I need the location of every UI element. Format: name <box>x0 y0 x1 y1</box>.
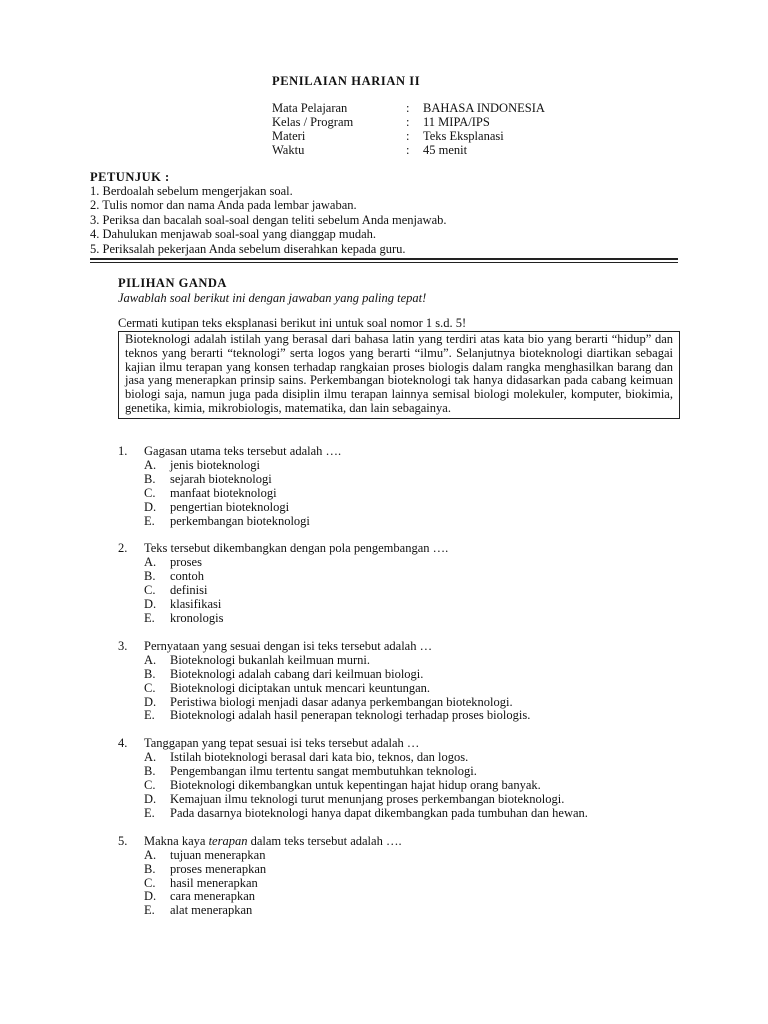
divider-thick <box>90 258 678 260</box>
option-text: pengertian bioteknologi <box>170 499 290 514</box>
option-text: Bioteknologi diciptakan untuk mencari keuntungan. <box>170 680 431 695</box>
question-stem <box>118 736 678 750</box>
option-letter: A. <box>144 555 157 570</box>
option-letter: C. <box>144 875 156 890</box>
option-text: Istilah bioteknologi berasal dari kata bio, teknos, dan logos. <box>170 750 469 765</box>
option-d <box>118 792 678 806</box>
question-2 <box>118 541 678 624</box>
option-text: cara menerapkan <box>170 889 256 904</box>
option-a <box>118 750 678 764</box>
option-letter: B. <box>144 471 156 486</box>
instruction-item: 5. Periksalah pekerjaan Anda sebelum diserahkan kepada guru. <box>90 241 406 256</box>
option-e <box>118 903 678 917</box>
option-text: perkembangan bioteknologi <box>170 513 310 528</box>
option-text: Bioteknologi adalah hasil penerapan teknologi terhadap proses biologis. <box>170 708 531 723</box>
info-label: Kelas / Program <box>272 115 354 129</box>
question-text: Gagasan utama teks tersebut adalah …. <box>144 444 342 458</box>
option-text: definisi <box>170 583 208 598</box>
info-separator: : <box>406 129 410 143</box>
info-value: 45 menit <box>423 143 468 157</box>
option-letter: C. <box>144 778 156 793</box>
option-letter: B. <box>144 666 156 681</box>
option-text: Kemajuan ilmu teknologi turut menunjang proses perkembangan bioteknologi. <box>170 792 565 807</box>
option-b <box>118 569 678 583</box>
question-1 <box>118 444 678 527</box>
question-number: 2. <box>118 541 128 556</box>
option-text: Bioteknologi adalah cabang dari keilmuan biologi. <box>170 666 424 681</box>
instruction-item: 2. Tulis nomor dan nama Anda pada lembar jawaban. <box>90 198 357 213</box>
passage-intro: Cermati kutipan teks eksplanasi berikut ini untuk soal nomor 1 s.d. 5! <box>118 316 467 330</box>
option-letter: C. <box>144 485 156 500</box>
option-a <box>118 458 678 472</box>
question-number: 5. <box>118 833 128 848</box>
option-letter: B. <box>144 861 156 876</box>
question-text-after: dalam teks tersebut adalah …. <box>247 833 402 848</box>
question-4 <box>118 736 678 819</box>
section-instruction: Jawablah soal berikut ini dengan jawaban yang paling tepat! <box>118 291 427 305</box>
question-text: Pernyataan yang sesuai dengan isi teks tersebut adalah … <box>144 638 433 653</box>
option-d <box>118 597 678 611</box>
question-stem <box>118 444 678 458</box>
option-c <box>118 486 678 500</box>
option-b <box>118 472 678 486</box>
option-text: sejarah bioteknologi <box>170 471 272 486</box>
question-stem <box>118 639 678 653</box>
option-letter: E. <box>144 513 155 528</box>
option-d <box>118 500 678 514</box>
question-5 <box>118 834 678 917</box>
option-text: klasifikasi <box>170 597 222 612</box>
option-text: Pengembangan ilmu tertentu sangat membutuhkan teknologi. <box>170 764 477 779</box>
option-a <box>118 848 678 862</box>
question-text-before: Makna kaya <box>144 833 209 848</box>
info-label: Waktu <box>272 143 305 157</box>
option-e <box>118 514 678 528</box>
passage-box: Bioteknologi adalah istilah yang berasal dari bahasa latin yang terdiri atas kata bio yang berarti “hidup” dan teknos yang berarti “teknologi” serta logos yang berarti “ilmu”. Selanjutnya bioteknologi diartikan sebagai kajian ilmu terapan yang konsen terhadap rangkaian proses biologis dalam rangka menghasilkan barang dan jasa yang menerapkan prinsip sains. Perkembangan bioteknologi tak hanya didasarkan pada cabang keimuan biologi saja, namun juga pada disiplin ilmu terapan lainnya semisal biologi molekuler, komputer, biokimia, genetika, kimia, mikrobiologis, matematika, dan lain sebagainya. <box>118 331 680 419</box>
option-letter: A. <box>144 458 157 472</box>
option-e <box>118 708 678 722</box>
instruction-item: 1. Berdoalah sebelum mengerjakan soal. <box>90 184 293 198</box>
option-text: hasil menerapkan <box>170 875 258 890</box>
question-3 <box>118 639 678 722</box>
option-b <box>118 862 678 876</box>
option-letter: E. <box>144 903 155 918</box>
option-a <box>118 653 678 667</box>
option-d <box>118 889 678 903</box>
option-text: proses <box>170 555 202 570</box>
option-d <box>118 695 678 709</box>
info-label: Materi <box>272 129 306 143</box>
option-letter: B. <box>144 764 156 779</box>
multiple-choice-section <box>118 276 678 330</box>
option-text: alat menerapkan <box>170 903 253 918</box>
option-letter: C. <box>144 680 156 695</box>
info-separator: : <box>406 115 410 129</box>
question-text: Tanggapan yang tepat sesuai isi teks tersebut adalah … <box>144 736 420 751</box>
option-e <box>118 611 678 625</box>
option-letter: D. <box>144 694 157 709</box>
option-c <box>118 681 678 695</box>
option-text: contoh <box>170 569 205 584</box>
option-b <box>118 667 678 681</box>
option-letter: E. <box>144 611 155 626</box>
option-letter: E. <box>144 805 155 820</box>
option-letter: A. <box>144 652 157 667</box>
option-e <box>118 806 678 820</box>
section-title: PILIHAN GANDA <box>118 276 227 290</box>
option-text: Peristiwa biologi menjadi dasar adanya perkembangan bioteknologi. <box>170 694 513 709</box>
info-separator: : <box>406 101 410 115</box>
option-text: kronologis <box>170 611 224 626</box>
question-list <box>118 444 678 931</box>
option-text: Bioteknologi bukanlah keilmuan murni. <box>170 652 370 667</box>
instructions-title: PETUNJUK : <box>90 170 170 184</box>
option-c <box>118 778 678 792</box>
option-c <box>118 583 678 597</box>
option-c <box>118 876 678 890</box>
page-title: PENILAIAN HARIAN II <box>272 74 421 88</box>
info-separator: : <box>406 143 410 157</box>
option-letter: B. <box>144 569 156 584</box>
option-letter: A. <box>144 750 157 765</box>
question-text <box>144 834 402 848</box>
option-a <box>118 555 678 569</box>
instructions-list <box>90 184 447 256</box>
divider-thin <box>90 262 678 263</box>
option-text: jenis bioteknologi <box>170 458 260 472</box>
option-letter: D. <box>144 499 157 514</box>
option-letter: A. <box>144 847 157 862</box>
instructions-section <box>90 170 447 256</box>
option-letter: D. <box>144 597 157 612</box>
option-letter: D. <box>144 889 157 904</box>
question-text-italic: terapan <box>208 833 248 848</box>
option-b <box>118 764 678 778</box>
instruction-item: 4. Dahulukan menjawab soal-soal yang dianggap mudah. <box>90 227 377 242</box>
option-letter: D. <box>144 792 157 807</box>
info-label: Mata Pelajaran <box>272 101 348 115</box>
instruction-item: 3. Periksa dan bacalah soal-soal dengan teliti sebelum Anda menjawab. <box>90 212 447 227</box>
question-stem <box>118 541 678 555</box>
option-letter: C. <box>144 583 156 598</box>
question-number: 4. <box>118 736 128 751</box>
info-value: Teks Eksplanasi <box>423 129 504 143</box>
question-stem <box>118 834 678 848</box>
option-text: tujuan menerapkan <box>170 847 266 862</box>
option-letter: E. <box>144 708 155 723</box>
question-text: Teks tersebut dikembangkan dengan pola pengembangan …. <box>144 541 449 556</box>
option-text: manfaat bioteknologi <box>170 485 277 500</box>
question-number: 1. <box>118 444 128 458</box>
option-text: proses menerapkan <box>170 861 267 876</box>
option-text: Pada dasarnya bioteknologi hanya dapat dikembangkan pada tumbuhan dan hewan. <box>170 805 588 820</box>
question-number: 3. <box>118 638 128 653</box>
option-text: Bioteknologi dikembangkan untuk kepentingan hajat hidup orang banyak. <box>170 778 541 793</box>
info-value: 11 MIPA/IPS <box>423 115 490 129</box>
info-value: BAHASA INDONESIA <box>423 101 545 115</box>
